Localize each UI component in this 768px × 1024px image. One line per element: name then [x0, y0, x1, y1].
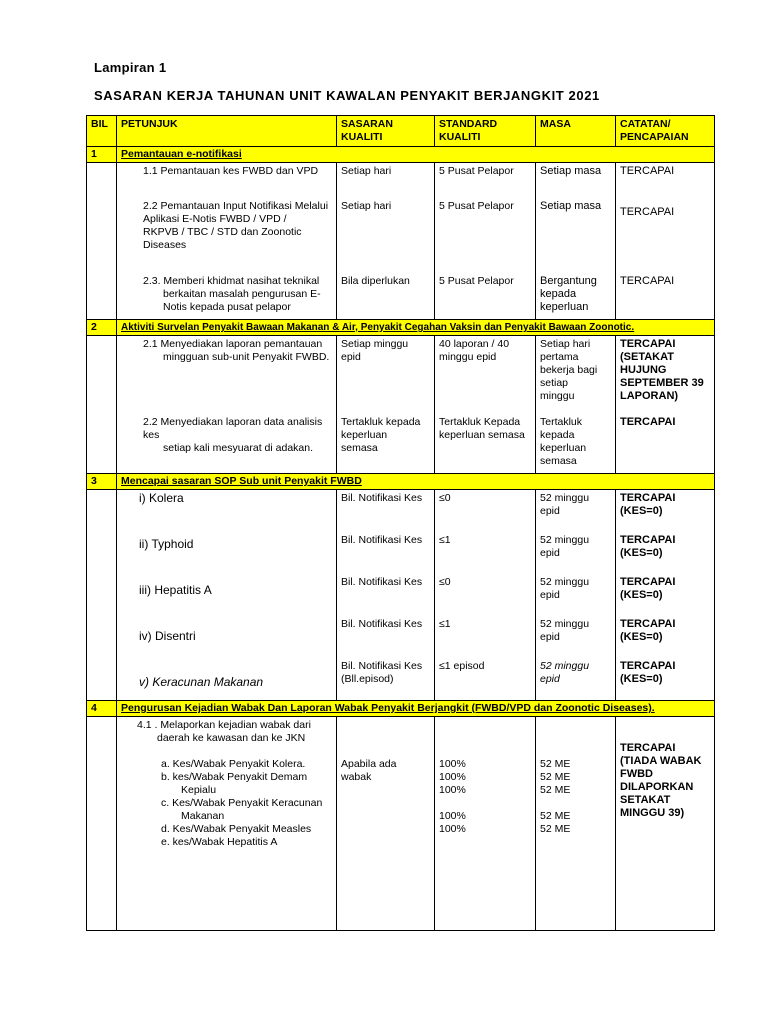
- bil-cell: [87, 163, 117, 320]
- section-row-1: [87, 147, 715, 163]
- list-item-disentri: iv) Disentri: [139, 629, 196, 643]
- section-title: Pengurusan Kejadian Wabak Dan Laporan Wabak Penyakit Berjangkit (FWBD/VPD dan Zoonotic Diseases).: [117, 701, 715, 717]
- lampiran-label: Lampiran 1: [94, 60, 167, 75]
- item-2-3: 2.3. Memberi khidmat nasihat teknikal berkaitan masalah pengurusan E- Notis kepada pusat pelapor: [143, 275, 321, 313]
- list-item: Makanan: [181, 810, 225, 822]
- list-item-hepatitis-a: iii) Hepatitis A: [139, 583, 212, 597]
- sasaran-cell: Apabila ada wabak: [337, 717, 435, 931]
- masa-cell: Setiap hari pertama bekerja bagi setiap minggu Tertakluk kepada keperluan semasa: [536, 336, 616, 474]
- table-row: [87, 717, 715, 931]
- header-petunjuk: PETUNJUK: [117, 116, 337, 147]
- list-item: a. Kes/Wabak Penyakit Kolera.: [161, 758, 306, 770]
- catatan-cell: TERCAPAI (KES=0) TERCAPAI (KES=0) TERCAPAI (KES=0) TERCAPAI (KES=0) TERCAPAI (KES=0): [616, 490, 715, 701]
- bil-cell: [87, 717, 117, 931]
- table-row: [87, 490, 715, 701]
- section-title: Mencapai sasaran SOP Sub unit Penyakit FWBD: [117, 474, 715, 490]
- section-number: 2: [87, 320, 117, 336]
- outbreak-list: [121, 758, 332, 849]
- list-item-typhoid: ii) Typhoid: [139, 537, 194, 551]
- catatan-cell: TERCAPAI (TIADA WABAK FWBD DILAPORKAN SETAKAT MINGGU 39): [616, 717, 715, 931]
- section-number: 3: [87, 474, 117, 490]
- header-bil: BIL: [87, 116, 117, 147]
- header-sasaran: SASARAN KUALITI: [337, 116, 435, 147]
- list-item: c. Kes/Wabak Penyakit Keracunan: [161, 797, 323, 809]
- masa-cell: Setiap masa Setiap masa Bergantung kepada keperluan: [536, 163, 616, 320]
- masa-cell: 52 minggu epid 52 minggu epid 52 minggu epid 52 minggu epid 52 minggu epid: [536, 490, 616, 701]
- standard-cell: ≤0 ≤1 ≤0 ≤1 ≤1 episod: [435, 490, 536, 701]
- item-1-1: 1.1 Pemantauan kes FWBD dan VPD: [143, 165, 319, 177]
- header-masa: MASA: [536, 116, 616, 147]
- table-row: [87, 336, 715, 474]
- bil-cell: [87, 490, 117, 701]
- masa-cell: 52 ME 52 ME 52 ME 52 ME 52 ME: [536, 717, 616, 931]
- sasaran-cell: Setiap hari Setiap hari Bila diperlukan: [337, 163, 435, 320]
- petunjuk-cell: [117, 336, 337, 474]
- standard-cell: 100% 100% 100% 100% 100%: [435, 717, 536, 931]
- table-row: [87, 163, 715, 320]
- petunjuk-cell: [117, 717, 337, 931]
- list-item: b. kes/Wabak Penyakit Demam: [161, 771, 308, 783]
- catatan-cell: TERCAPAI TERCAPAI TERCAPAI: [616, 163, 715, 320]
- document-title: SASARAN KERJA TAHUNAN UNIT KAWALAN PENYAKIT BERJANGKIT 2021: [94, 88, 600, 103]
- header-catatan: CATATAN/ PENCAPAIAN: [616, 116, 715, 147]
- bil-cell: [87, 336, 117, 474]
- petunjuk-cell: [117, 490, 337, 701]
- section-row-4: [87, 701, 715, 717]
- sasaran-cell: Bil. Notifikasi Kes Bil. Notifikasi Kes Bil. Notifikasi Kes Bil. Notifikasi Kes Bil. Notifikasi Kes (Bll.episod): [337, 490, 435, 701]
- list-item-keracunan: v) Keracunan Makanan: [139, 675, 264, 689]
- list-item: Kepialu: [181, 784, 217, 796]
- section-row-3: [87, 474, 715, 490]
- table-header-row: [87, 116, 715, 147]
- section-number: 4: [87, 701, 117, 717]
- section-title: Aktiviti Survelan Penyakit Bawaan Makanan & Air, Penyakit Cegahan Vaksin dan Penyakit Bawaan Zoonotic.: [117, 320, 715, 336]
- sasaran-cell: Setiap minggu epid Tertakluk kepada keperluan semasa: [337, 336, 435, 474]
- item-2-2: 2.2 Pemantauan Input Notifikasi Melalui Aplikasi E-Notis FWBD / VPD / RKPVB / TBC / STD dan Zoonotic Diseases: [143, 200, 329, 251]
- item-2-2b: 2.2 Menyediakan laporan data analisis kes setiap kali mesyuarat di adakan.: [143, 416, 323, 454]
- catatan-cell: TERCAPAI (SETAKAT HUJUNG SEPTEMBER 39 LAPORAN) TERCAPAI: [616, 336, 715, 474]
- work-target-table: [86, 115, 715, 931]
- list-item-kolera: i) Kolera: [139, 491, 184, 505]
- standard-cell: 5 Pusat Pelapor 5 Pusat Pelapor 5 Pusat Pelapor: [435, 163, 536, 320]
- list-item: d. Kes/Wabak Penyakit Measles: [161, 823, 312, 835]
- section-row-2: [87, 320, 715, 336]
- item-2-1: 2.1 Menyediakan laporan pemantauan mingguan sub-unit Penyakit FWBD.: [143, 338, 330, 363]
- section-title: Pemantauan e-notifikasi: [117, 147, 715, 163]
- petunjuk-cell: [117, 163, 337, 320]
- header-standard: STANDARD KUALITI: [435, 116, 536, 147]
- list-item: e. kes/Wabak Hepatitis A: [161, 836, 278, 848]
- item-4-1: 4.1 . Melaporkan kejadian wabak dari daerah ke kawasan dan ke JKN: [137, 719, 311, 744]
- section-number: 1: [87, 147, 117, 163]
- standard-cell: 40 laporan / 40 minggu epid Tertakluk Kepada keperluan semasa: [435, 336, 536, 474]
